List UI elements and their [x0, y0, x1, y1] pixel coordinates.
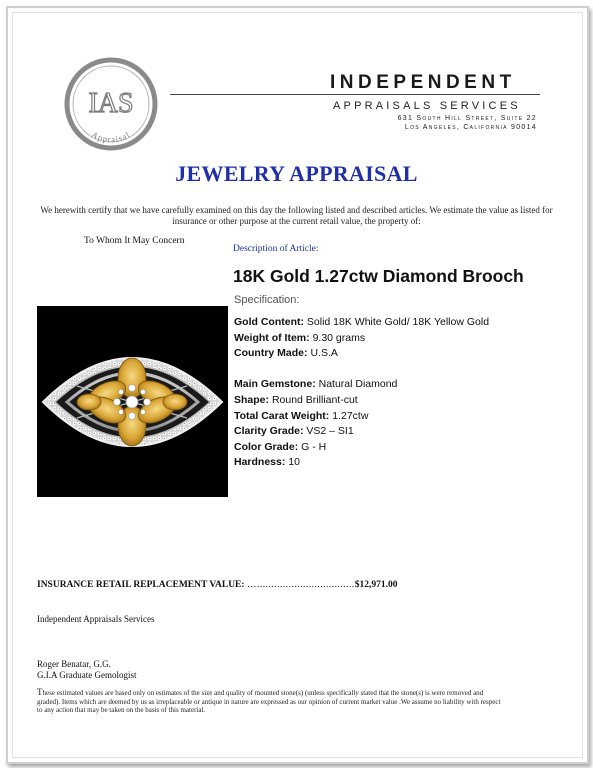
logo-initials: IAS	[88, 88, 134, 119]
spec-row-country: Country Made: U.S.A	[234, 347, 338, 360]
disclaimer-text: These estimated values are based only on estimates of the size and quality of mounted stone(s) (unless specifically stated that the stone(s) is were removed and graded). Items which are deemed by us as irreplaceable or antique in nature are expressed as our opinion of current market value .We assume no liability with respect to any action that may be taken on the basis of this material.	[37, 687, 501, 715]
spec-label: Color Grade	[234, 440, 295, 453]
address-line-2: Los Angeles, California 90014	[404, 124, 537, 131]
spec-row-carat-weight: Total Carat Weight: 1.27ctw	[234, 409, 369, 422]
item-title: 18K Gold 1.27ctw Diamond Brooch	[233, 266, 524, 286]
document-title: JEWELRY APPRAISAL	[175, 161, 418, 186]
spec-row-hardness: Hardness: 10	[234, 456, 300, 469]
logo-ring-text: Appraisal	[90, 129, 132, 145]
company-subtitle: APPRAISALS SERVICES	[333, 100, 521, 112]
insurance-value-amount: $12,971.00	[354, 580, 398, 590]
signature-name: Roger Benatar, G.G.	[37, 659, 111, 669]
spec-label: Clarity Grade	[234, 425, 300, 438]
spec-label: Shape	[234, 393, 266, 406]
spec-value: Round Brilliant-cut	[271, 393, 358, 406]
spec-row-gold-content: Gold Content: Solid 18K White Gold/ 18K Yellow Gold	[234, 316, 490, 328]
insurance-value-dots: …..................................	[246, 580, 355, 590]
spec-label: Total Carat Weight	[234, 409, 326, 422]
spec-label: Main Gemstone	[234, 378, 313, 391]
recipient: To Whom It May Concern	[84, 236, 185, 246]
spec-row-shape: Shape: Round Brilliant-cut	[234, 393, 358, 406]
spec-value: 10	[288, 456, 300, 469]
certification-text: We herewith certify that we have carefully examined on this day the following listed and described articles. We estimate the value as listed for insurance or other purpose at the current retail value, the property of:	[40, 205, 553, 226]
ias-logo	[63, 56, 159, 152]
brooch-image	[37, 306, 228, 497]
insurance-value	[37, 580, 397, 590]
spec-row-weight: Weight of Item: 9.30 grams	[234, 331, 366, 344]
spec-label: Country Made	[234, 347, 305, 360]
spec-value: U.S.A	[310, 347, 338, 360]
spec-value: Natural Diamond	[318, 378, 398, 391]
description-label: Description of Article:	[233, 244, 319, 254]
signature-company: Independent Appraisals Services	[37, 614, 155, 624]
spec-row-color: Color Grade: G - H	[234, 440, 327, 453]
insurance-value-label: INSURANCE RETAIL REPLACEMENT VALUE:	[37, 580, 245, 590]
spec-value: G - H	[301, 440, 327, 453]
brooch-photo	[37, 306, 228, 497]
svg-text:Appraisal	[90, 129, 132, 144]
header-divider	[170, 94, 540, 95]
specification-label: Specification:	[234, 294, 300, 306]
spec-value: 9.30 grams	[312, 331, 366, 344]
spec-label: Weight of Item	[234, 331, 307, 344]
spec-label: Hardness	[234, 456, 282, 469]
spec-row-clarity: Clarity Grade: VS2 – SI1	[234, 425, 354, 438]
address-line-1: 631 South Hill Street, Suite 22	[397, 115, 537, 122]
spec-value: 1.27ctw	[332, 409, 369, 422]
spec-value: Solid 18K White Gold/ 18K Yellow Gold	[306, 316, 490, 328]
company-name: INDEPENDENT	[330, 72, 516, 93]
signature-credential: G.I.A Graduate Gemologist	[37, 670, 137, 680]
spec-value: VS2 – SI1	[306, 425, 354, 438]
specifications-list	[234, 315, 489, 471]
spec-label: Gold Content	[234, 316, 301, 328]
ias-logo-icon	[63, 56, 159, 152]
spec-row-main-gemstone: Main Gemstone: Natural Diamond	[234, 378, 398, 391]
